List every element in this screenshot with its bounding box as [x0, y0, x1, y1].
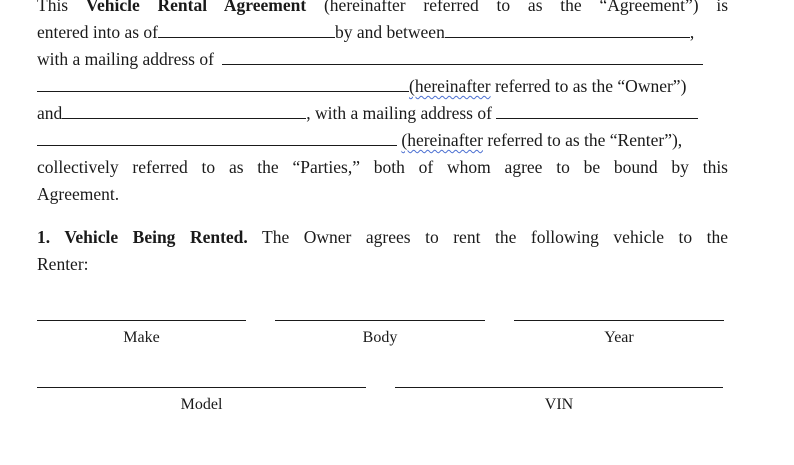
intro-line-8 — [37, 181, 728, 208]
section1-text: The Owner agrees to rent the following vehicle to the — [262, 227, 728, 247]
intro-hereinafter: (hereinafter referred to as the “Agreement”) is — [323, 0, 729, 15]
owner-suffix: referred to as the “Owner”) — [494, 76, 687, 96]
owner-address-blank-field[interactable] — [222, 47, 703, 65]
hereinafter-word: (hereinafter — [409, 76, 491, 96]
mailing-address-label: with a mailing address of — [37, 49, 214, 69]
agreement-word: Agreement. — [37, 184, 120, 204]
date-blank-field[interactable] — [158, 20, 335, 38]
agreement-title: Vehicle Rental Agreement — [85, 0, 307, 15]
year-label: Year — [604, 329, 634, 346]
intro-line-4 — [37, 73, 728, 100]
entered-into-label: entered into as of — [37, 22, 158, 42]
vin-line[interactable] — [395, 387, 723, 388]
make-field[interactable] — [37, 320, 246, 348]
make-label: Make — [123, 329, 160, 346]
intro-line-3 — [37, 46, 728, 73]
intro-line-5 — [37, 100, 728, 127]
by-and-between-label: by and between — [335, 22, 445, 42]
make-line[interactable] — [37, 320, 246, 321]
body-field[interactable] — [275, 320, 485, 348]
agreement-document — [37, 0, 728, 278]
model-line[interactable] — [37, 387, 366, 388]
intro-this: This — [37, 0, 69, 15]
model-field[interactable] — [37, 387, 366, 415]
renter-address-continued-blank-field[interactable] — [37, 128, 397, 146]
owner-name-blank-field[interactable] — [445, 20, 690, 38]
vin-label: VIN — [544, 396, 574, 413]
year-line[interactable] — [514, 320, 724, 321]
intro-line-2 — [37, 19, 728, 46]
section1-line-2 — [37, 251, 728, 278]
body-line[interactable] — [275, 320, 485, 321]
renter-name-blank-field[interactable] — [62, 101, 306, 119]
mailing-address-mid-label: , with a mailing address of — [306, 103, 492, 123]
vin-field[interactable] — [395, 387, 723, 415]
hereinafter-word-2: (hereinafter — [401, 130, 483, 150]
section1-text-renter: Renter: — [37, 254, 89, 274]
intro-line-6 — [37, 127, 728, 154]
renter-address-blank-field[interactable] — [496, 101, 698, 119]
model-label: Model — [180, 396, 223, 413]
year-field[interactable] — [514, 320, 724, 348]
section1-heading: 1. Vehicle Being Rented. — [37, 227, 248, 247]
and-label: and — [37, 103, 63, 123]
renter-suffix: referred to as the “Renter”), — [487, 130, 683, 150]
body-label: Body — [362, 329, 398, 346]
section1-line-1 — [37, 224, 728, 251]
intro-line-1 — [37, 0, 728, 19]
comma: , — [689, 22, 695, 42]
intro-line-7 — [37, 154, 728, 181]
collectively-text: collectively referred to as the “Parties,” both of whom agree to be bound by this — [37, 157, 728, 177]
owner-address-continued-blank-field[interactable] — [37, 74, 409, 92]
